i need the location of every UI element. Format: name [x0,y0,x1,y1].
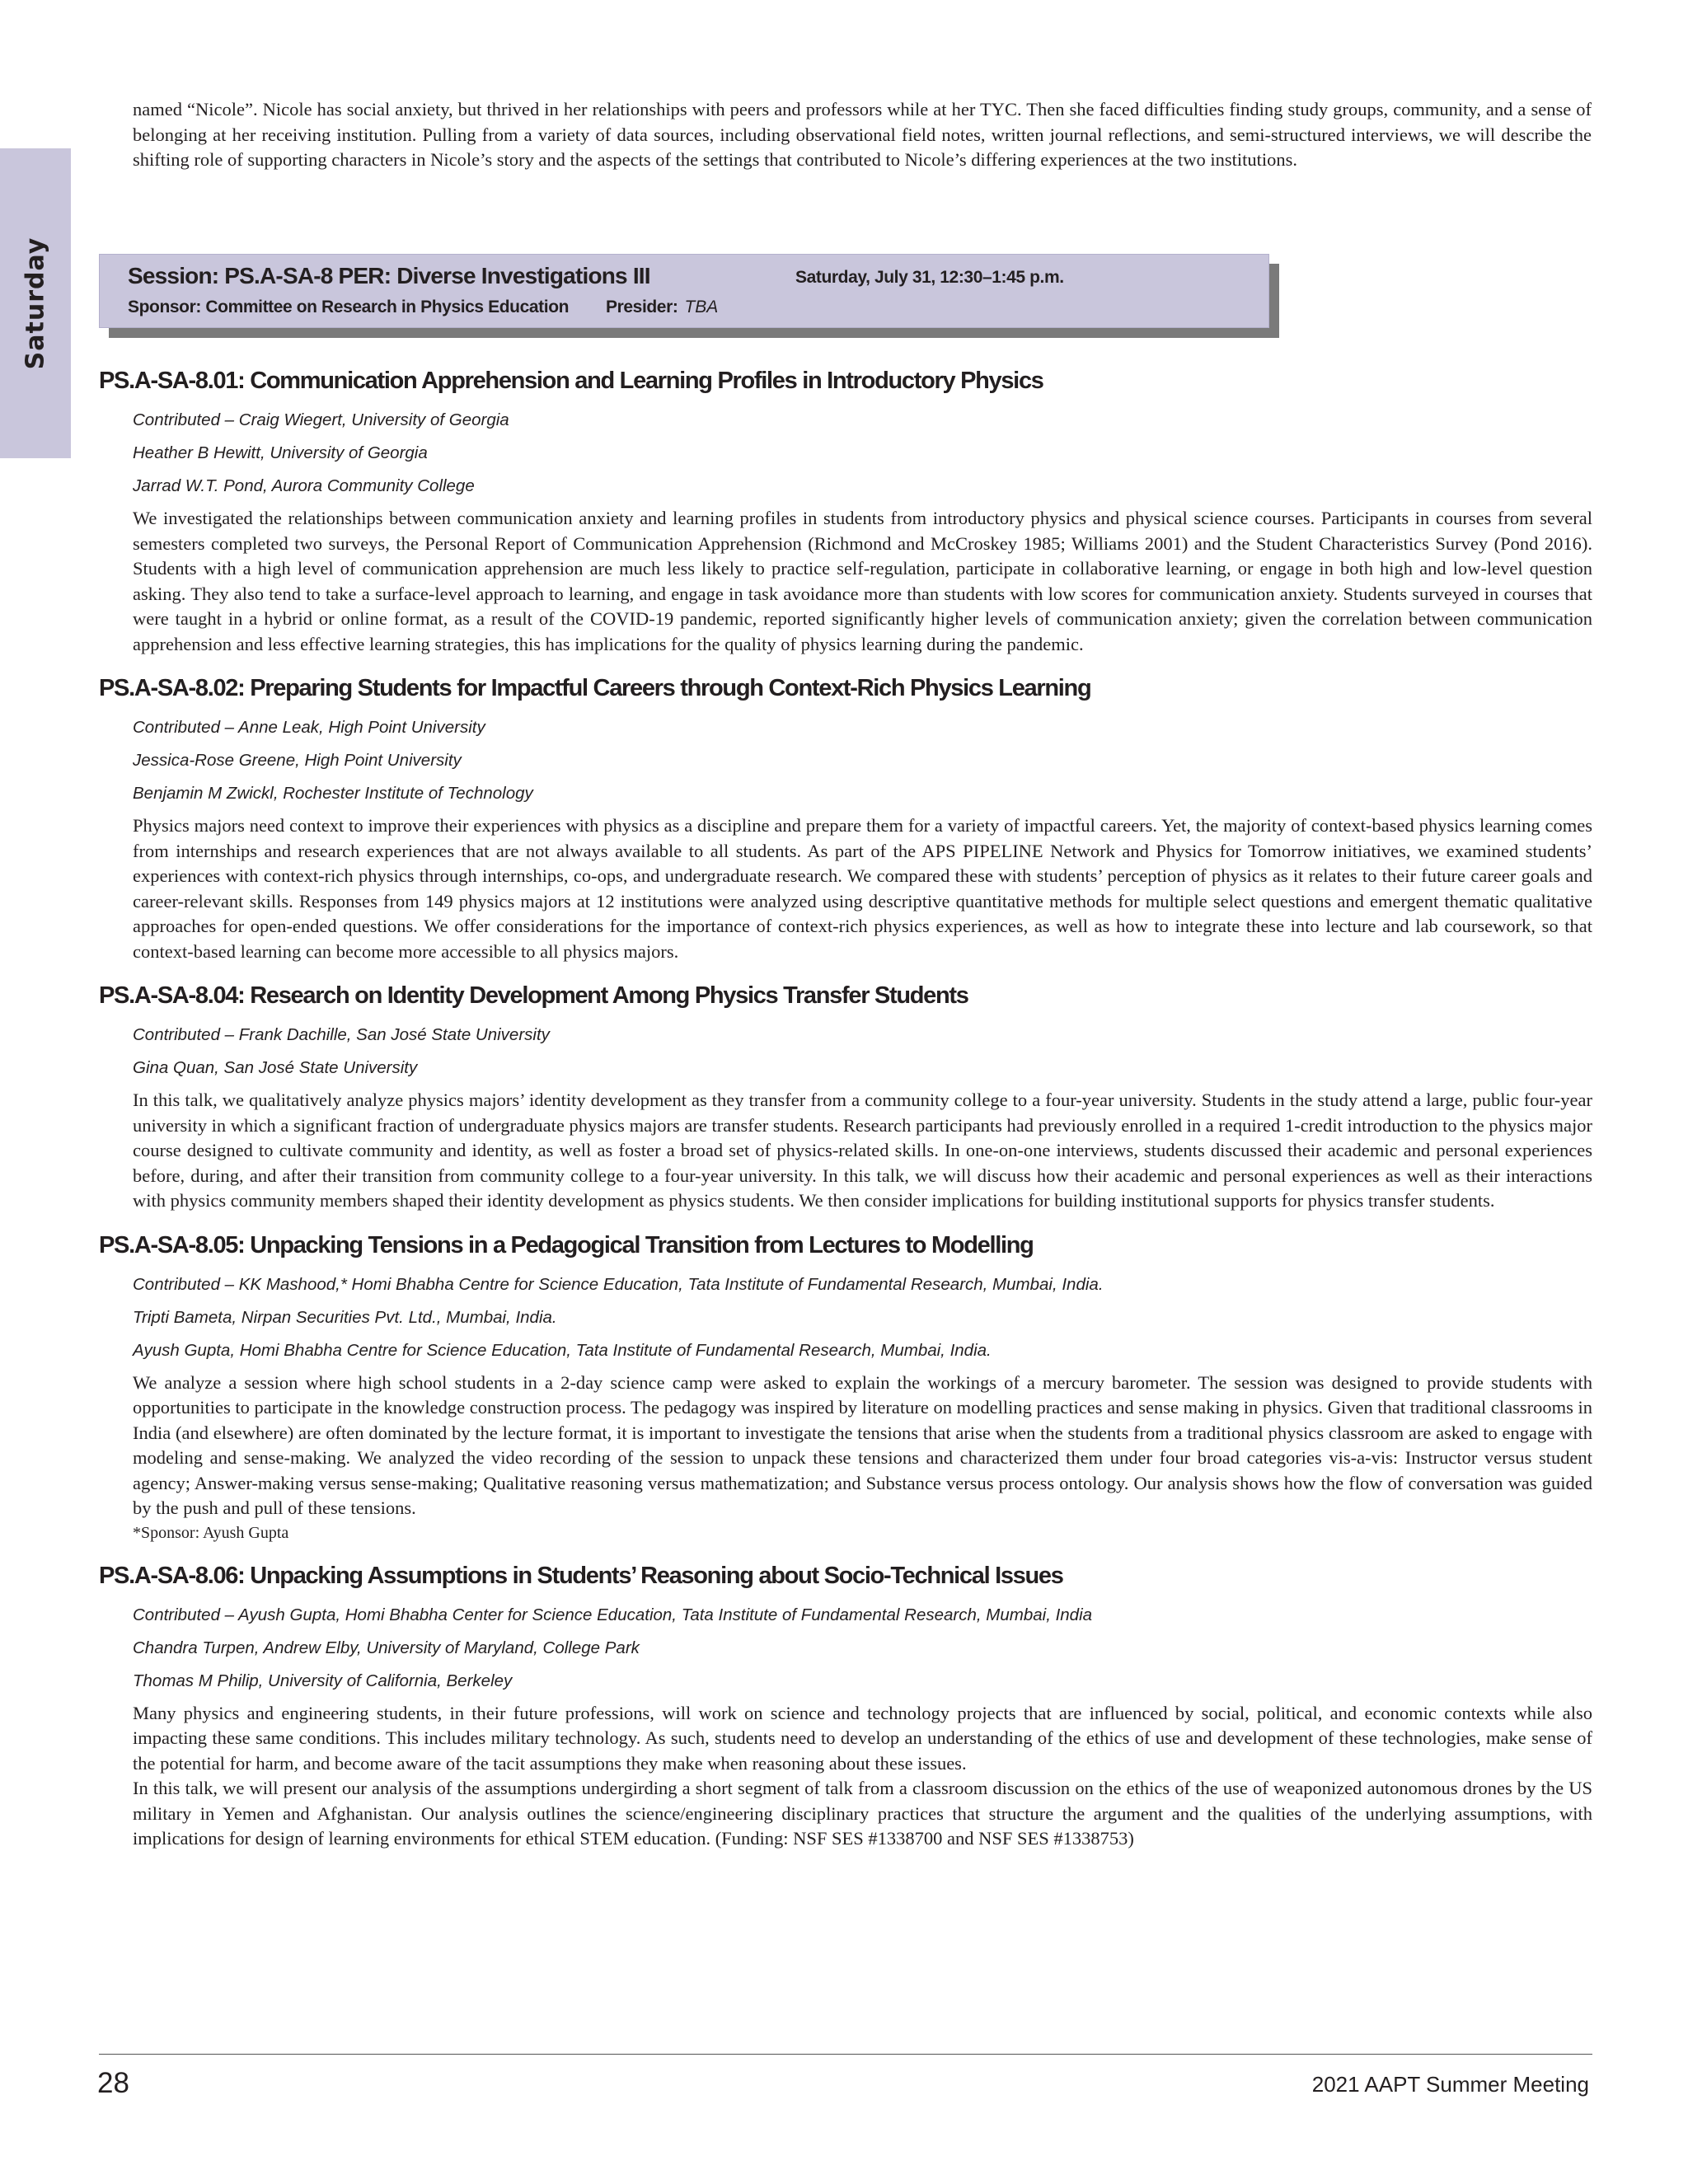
abstract-author: Chandra Turpen, Andrew Elby, University of Maryland, College Park [133,1638,640,1657]
abstract-author: Thomas M Philip, University of California, Berkeley [133,1671,513,1690]
presider-value: TBA [684,298,719,316]
abstract-entry [99,672,1592,964]
abstract-body: In this talk, we qualitatively analyze physics majors’ identity development as they transfer from a community college to a four-year university. Students in the study attend a large, public four-year university in which a significant fraction of undergraduate physics majors are transfer students. Research participants had previously enrolled in a required 1-credit introduction to the physics major course designed to cultivate community and identity, as well as foster a broad set of physics-related skills. In one-on-one interviews, students discussed their academic and personal experiences before, during, and after their transition from community college to a four-year university. In this talk, we will discuss how their academic and personal experiences as well as their interactions with physics community members shaped their identity development as physics students. We then consider implications for building institutional supports for physics transfer students. [133,1090,1592,1211]
abstract-author: Tripti Bameta, Nirpan Securities Pvt. Ltd., Mumbai, India. [133,1307,557,1327]
abstract-entry [99,1229,1592,1544]
footer-divider [99,2054,1592,2055]
abstract-author: Contributed – Anne Leak, High Point University [133,718,485,737]
side-tab [0,148,71,458]
page-number: 28 [97,2067,129,2099]
abstract-list [99,364,1592,1867]
abstract-author: Contributed – Craig Wiegert, University of Georgia [133,410,509,429]
abstract-author: Contributed – KK Mashood,* Homi Bhabha Centre for Science Education, Tata Institute of Fundamental Research, Mumbai, India. [133,1274,1104,1294]
abstract-author: Heather B Hewitt, University of Georgia [133,443,428,462]
session-presider [606,298,718,317]
abstract-author: Contributed – Frank Dachille, San José State University [133,1025,550,1044]
abstract-author: Jessica-Rose Greene, High Point University [133,751,462,770]
abstract-body: Physics majors need context to improve their experiences with physics as a discipline and prepare them for a variety of impactful careers. Yet, the majority of context-based physics learning comes from internships and research experiences that are not always available to all students. As part of the APS PIPELINE Network and Physics for Tomorrow initiatives, we examined students’ experiences with context-rich physics through internships, co-ops, and undergraduate research. We compared these with students’ perception of physics as it relates to their future career goals and career-relevant skills. Responses from 149 physics majors at 12 institutions were analyzed using descriptive quantitative methods for multiple select questions and emergent thematic qualitative approaches for open-ended questions. We offer considerations for the importance of context-rich physics experiences, as well as how to integrate these into lecture and lab coursework, so that context-based learning can become more accessible to all physics majors. [133,815,1592,962]
abstract-sponsor-note: *Sponsor: Ayush Gupta [133,1523,289,1542]
abstract-title: PS.A-SA-8.02: Preparing Students for Impactful Careers through Context-Rich Physics Learning [99,675,1091,701]
abstract-title: PS.A-SA-8.01: Communication Apprehension and Learning Profiles in Introductory Physics [99,368,1043,394]
abstract-body: We analyze a session where high school students in a 2-day science camp were asked to explain the workings of a mercury barometer. The session was designed to provide students with opportunities to participate in the knowledge construction process. The pedagogy was inspired by literature on modelling practices and sense making in physics. Given that traditional classrooms in India (and elsewhere) are often dominated by the lecture format, it is important to investigate the tensions that arise when the students from a traditional physics classroom are asked to engage with modeling and sense-making. We analyzed the video recording of the session to unpack these tensions and characterized them under four broad categories vis-a-vis: Instructor versus student agency; Answer-making versus sense-making; Qualitative reasoning versus mathematization; and Substance versus process ontology. Our analysis shows how the flow of conversation was guided by the push and pull of these tensions. [133,1371,1592,1518]
intro-paragraph: named “Nicole”. Nicole has social anxiety, but thrived in her relationships with peers and professors while at her TYC. Then she faced difficulties finding study groups, community, and a sense of belonging at her receiving institution. Pulling from a variety of data sources, including observational field notes, written journal reflections, and semi-structured interviews, we will describe the shifting role of supporting characters in Nicole’s story and the aspects of the settings that contributed to Nicole’s differing experiences at the two institutions. [133,99,1592,170]
meeting-name: 2021 AAPT Summer Meeting [1311,2072,1589,2097]
abstract-author: Ayush Gupta, Homi Bhabha Centre for Science Education, Tata Institute of Fundamental Research, Mumbai, India. [133,1340,992,1360]
abstract-author: Contributed – Ayush Gupta, Homi Bhabha Center for Science Education, Tata Institute of Fundamental Research, Mumbai, India [133,1605,1093,1624]
session-title: Session: PS.A-SA-8 PER: Diverse Investigations III [128,263,650,288]
abstract-entry [99,364,1592,657]
abstract-author: Gina Quan, San José State University [133,1058,418,1077]
abstract-entry [99,1559,1592,1852]
abstract-body: Many physics and engineering students, in their future professions, will work on science and technology projects that are influenced by social, political, and economic contexts while also impacting these same conditions. This includes military technology. As such, students need to develop an understanding of the ethics of use and development of these technologies, make sense of the potential for harm, and become aware of the tacit assumptions they make when reasoning about these issues. In this talk, we will present our analysis of the assumptions undergirding a short segment of talk from a classroom discussion on the ethics of the use of weaponized autonomous drones by the US military in Yemen and Afghanistan. Our analysis outlines the science/engineering disciplinary practices that structure the argument and the qualities of the underlying assumptions, with implications for design of learning environments for ethical STEM education. (Funding: NSF SES #1338700 and NSF SES #1338753) [133,1702,1592,1849]
abstract-body: We investigated the relationships between communication anxiety and learning profiles in students from introductory physics and physical science courses. Participants in courses from several semesters completed two surveys, the Personal Report of Communication Apprehension (Richmond and McCroskey 1985; Williams 2001) and the Student Characteristics Survey (Pond 2016). Students with a high level of communication apprehension are much less likely to practice self-regulation, participate in collaborative learning, or engage in both high and low-level question asking. They also tend to take a surface-level approach to learning, and engage in task avoidance more than students with low scores for communication anxiety. Students surveyed in courses that were taught in a hybrid or online format, as a result of the COVID-19 pandemic, reported significantly higher levels of communication anxiety; given the correlation between communication apprehension and less effective learning strategies, this has implications for the quality of physics learning during the pandemic. [133,508,1592,654]
abstract-title: PS.A-SA-8.04: Research on Identity Development Among Physics Transfer Students [99,982,968,1009]
session-header-box [99,254,1269,328]
abstract-entry [99,979,1592,1214]
presider-label: Presider: [606,298,678,316]
session-datetime: Saturday, July 31, 12:30–1:45 p.m. [795,268,1064,287]
abstract-title: PS.A-SA-8.06: Unpacking Assumptions in Students’ Reasoning about Socio-Technical Issues [99,1562,1063,1589]
abstract-author: Jarrad W.T. Pond, Aurora Community College [133,476,475,495]
session-sponsor: Sponsor: Committee on Research in Physics Education [128,298,570,316]
side-tab-label: Saturday [21,237,50,370]
abstract-author: Benjamin M Zwickl, Rochester Institute of Technology [133,784,533,803]
abstract-title: PS.A-SA-8.05: Unpacking Tensions in a Pedagogical Transition from Lectures to Modelling [99,1231,1034,1258]
